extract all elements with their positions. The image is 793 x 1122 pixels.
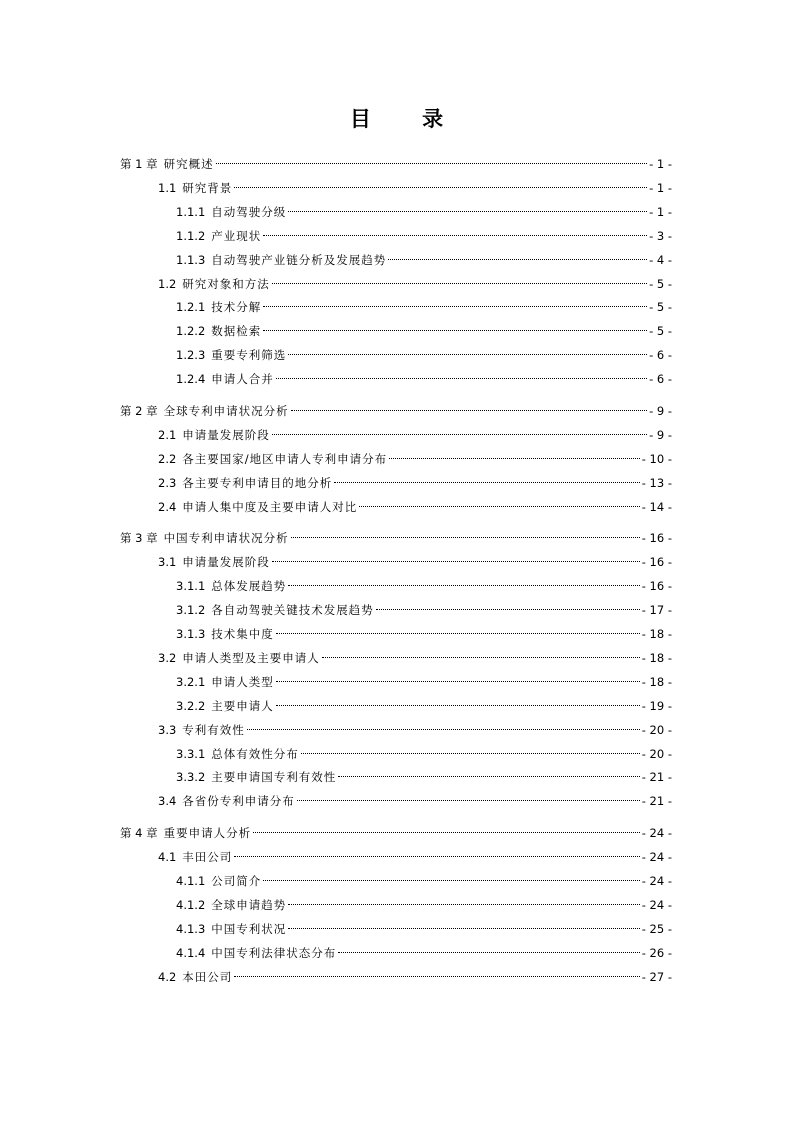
toc-page-number: - 24 - <box>641 850 672 864</box>
toc-dot-leader <box>253 819 640 837</box>
toc-dot-leader <box>338 939 639 957</box>
toc-entry-title: 研究背景 <box>182 181 233 195</box>
toc-dot-leader <box>247 716 640 734</box>
toc-subsection-entry[interactable] <box>176 596 672 617</box>
toc-dot-leader <box>216 150 647 168</box>
toc-page-number: - 21 - <box>641 770 672 784</box>
toc-dot-leader <box>263 317 647 335</box>
toc-page-number: - 5 - <box>649 324 672 338</box>
toc-page-number: - 24 - <box>641 874 672 888</box>
toc-entry-number: 第 4 章 <box>120 826 158 840</box>
toc-dot-leader <box>263 867 639 885</box>
toc-section-entry[interactable] <box>158 493 672 514</box>
toc-entry-number: 4.1.3 <box>176 922 206 936</box>
toc-entry-number: 1.2.3 <box>176 348 206 362</box>
toc-entry-title: 全球专利申请状况分析 <box>163 404 289 418</box>
toc-entry-number: 3.3.1 <box>176 747 206 761</box>
toc-subsection-entry[interactable] <box>176 891 672 912</box>
toc-entry-number: 2.2 <box>158 452 177 466</box>
toc-dot-leader <box>389 445 640 463</box>
toc-entry-number: 4.1.4 <box>176 946 206 960</box>
toc-dot-leader <box>272 421 647 439</box>
toc-entry-title: 公司简介 <box>211 874 262 888</box>
toc-dot-leader <box>288 198 647 216</box>
toc-section-entry[interactable] <box>158 469 672 490</box>
toc-entry-number: 3.2 <box>158 651 177 665</box>
toc-page-number: - 17 - <box>641 603 672 617</box>
toc-page-number: - 19 - <box>641 699 672 713</box>
toc-subsection-entry[interactable] <box>176 246 672 267</box>
toc-entry-number: 2.1 <box>158 428 177 442</box>
toc-entry-number: 3.2.2 <box>176 699 206 713</box>
toc-page-number: - 14 - <box>641 500 672 514</box>
toc-page-number: - 9 - <box>649 428 672 442</box>
toc-entry-number: 1.1.1 <box>176 205 206 219</box>
toc-subsection-entry[interactable] <box>176 198 672 219</box>
toc-page-number: - 13 - <box>641 476 672 490</box>
toc-entry-number: 1.1.3 <box>176 253 206 267</box>
toc-section-entry[interactable] <box>158 270 672 291</box>
toc-entry-number: 1.2 <box>158 277 177 291</box>
toc-entry-title: 申请人类型及主要申请人 <box>182 651 320 665</box>
toc-entry-title: 专利有效性 <box>182 723 245 737</box>
toc-entry-number: 1.2.2 <box>176 324 206 338</box>
toc-entry-number: 4.2 <box>158 970 177 984</box>
toc-entry-title: 申请量发展阶段 <box>182 428 270 442</box>
toc-page-number: - 18 - <box>641 651 672 665</box>
toc-entry-number: 1.1 <box>158 181 177 195</box>
toc-entry-number: 4.1 <box>158 850 177 864</box>
toc-entry-title: 本田公司 <box>182 970 233 984</box>
toc-entry-title: 重要申请人分析 <box>163 826 252 840</box>
page-title: 目 录 <box>349 107 466 131</box>
toc-entry-title: 数据检索 <box>211 324 262 338</box>
toc-entry-number: 第 3 章 <box>120 531 158 545</box>
toc-dot-leader <box>359 493 639 511</box>
toc-section-entry[interactable] <box>158 787 672 808</box>
toc-subsection-entry[interactable] <box>176 692 672 713</box>
toc-page-number: - 1 - <box>649 157 672 171</box>
toc-dot-leader <box>234 963 639 981</box>
toc-subsection-entry[interactable] <box>176 740 672 761</box>
toc-page-number: - 27 - <box>641 970 672 984</box>
toc-entry-title: 技术分解 <box>211 300 262 314</box>
toc-section-entry[interactable] <box>158 174 672 195</box>
toc-entry-number: 3.1.3 <box>176 627 206 641</box>
toc-page-number: - 18 - <box>641 627 672 641</box>
toc-dot-leader <box>288 891 639 909</box>
toc-dot-leader <box>288 572 639 590</box>
toc-entry-title: 丰田公司 <box>182 850 233 864</box>
toc-section-entry[interactable] <box>158 548 672 569</box>
toc-page-number: - 1 - <box>649 181 672 195</box>
toc-entry-title: 各主要专利申请目的地分析 <box>182 476 333 490</box>
toc-entry-title: 研究对象和方法 <box>182 277 270 291</box>
toc-subsection-entry[interactable] <box>176 867 672 888</box>
toc-entry-title: 全球申请趋势 <box>211 898 287 912</box>
toc-dot-leader <box>263 293 647 311</box>
toc-page-number: - 10 - <box>641 452 672 466</box>
toc-entry-number: 第 1 章 <box>120 157 158 171</box>
toc-dot-leader <box>334 469 639 487</box>
toc-dot-leader <box>276 620 640 638</box>
toc-page-number: - 4 - <box>649 253 672 267</box>
toc-subsection-entry[interactable] <box>176 939 672 960</box>
toc-page-number: - 16 - <box>641 555 672 569</box>
toc-entry-title: 技术集中度 <box>211 627 274 641</box>
toc-page-number: - 16 - <box>641 531 672 545</box>
toc-page-number: - 1 - <box>649 205 672 219</box>
toc-chapter-entry[interactable] <box>120 397 672 418</box>
toc-dot-leader <box>322 644 640 662</box>
toc-entry-number: 1.2.1 <box>176 300 206 314</box>
toc-subsection-entry[interactable] <box>176 668 672 689</box>
toc-section-entry[interactable] <box>158 963 672 984</box>
toc-dot-leader <box>272 548 640 566</box>
toc-chapter-entry[interactable] <box>120 150 672 171</box>
toc-entry-number: 3.4 <box>158 794 177 808</box>
toc-entry-number: 3.1.1 <box>176 579 206 593</box>
toc-dot-leader <box>388 246 647 264</box>
toc-entry-number: 3.1.2 <box>176 603 206 617</box>
toc-dot-leader <box>276 692 640 710</box>
toc-entry-title: 主要申请国专利有效性 <box>211 770 337 784</box>
toc-chapter-entry[interactable] <box>120 819 672 840</box>
toc-page-number: - 20 - <box>641 723 672 737</box>
toc-page-number: - 6 - <box>649 372 672 386</box>
toc-entry-number: 3.1 <box>158 555 177 569</box>
toc-entry-title: 研究概述 <box>163 157 214 171</box>
toc-section-entry[interactable] <box>158 716 672 737</box>
toc-entry-title: 中国专利法律状态分布 <box>211 946 337 960</box>
toc-dot-leader <box>301 740 640 758</box>
toc-page-number: - 9 - <box>649 404 672 418</box>
toc-section-entry[interactable] <box>158 644 672 665</box>
toc-page-number: - 6 - <box>649 348 672 362</box>
toc-entry-title: 申请量发展阶段 <box>182 555 270 569</box>
toc-entry-title: 申请人集中度及主要申请人对比 <box>182 500 358 514</box>
toc-page-number: - 26 - <box>641 946 672 960</box>
toc-subsection-entry[interactable] <box>176 915 672 936</box>
toc-page-number: - 5 - <box>649 300 672 314</box>
toc-entry-title: 重要专利筛选 <box>211 348 287 362</box>
toc-page-number: - 3 - <box>649 229 672 243</box>
toc-page-number: - 16 - <box>641 579 672 593</box>
toc-entry-title: 各省份专利申请分布 <box>182 794 295 808</box>
toc-entry-number: 2.4 <box>158 500 177 514</box>
toc-entry-number: 3.3.2 <box>176 770 206 784</box>
toc-dot-leader <box>297 787 640 805</box>
toc-dot-leader <box>338 763 639 781</box>
toc-subsection-entry[interactable] <box>176 317 672 338</box>
toc-dot-leader <box>272 270 647 288</box>
toc-page-number: - 25 - <box>641 922 672 936</box>
toc-dot-leader <box>276 365 647 383</box>
toc-subsection-entry[interactable] <box>176 293 672 314</box>
toc-page-number: - 24 - <box>641 826 672 840</box>
toc-section-entry[interactable] <box>158 421 672 442</box>
toc-dot-leader <box>234 174 647 192</box>
toc-page-number: - 5 - <box>649 277 672 291</box>
toc-page-number: - 21 - <box>641 794 672 808</box>
toc-dot-leader <box>288 341 647 359</box>
toc-entry-number: 3.2.1 <box>176 675 206 689</box>
toc-entry-title: 产业现状 <box>211 229 262 243</box>
toc-page-number: - 18 - <box>641 675 672 689</box>
toc-entry-title: 申请人类型 <box>211 675 274 689</box>
toc-entry-number: 3.3 <box>158 723 177 737</box>
toc-page-number: - 24 - <box>641 898 672 912</box>
toc-section-entry[interactable] <box>158 445 672 466</box>
toc-dot-leader <box>376 596 640 614</box>
toc-subsection-entry[interactable] <box>176 572 672 593</box>
toc-entry-number: 2.3 <box>158 476 177 490</box>
toc-entry-title: 中国专利状况 <box>211 922 287 936</box>
toc-entry-number: 1.2.4 <box>176 372 206 386</box>
toc-subsection-entry[interactable] <box>176 222 672 243</box>
toc-dot-leader <box>263 222 647 240</box>
toc-dot-leader <box>234 843 639 861</box>
toc-entry-number: 4.1.2 <box>176 898 206 912</box>
toc-entry-title: 总体有效性分布 <box>211 747 299 761</box>
toc-entry-number: 第 2 章 <box>120 404 158 418</box>
toc-entry-title: 各自动驾驶关键技术发展趋势 <box>211 603 374 617</box>
toc-entry-title: 自动驾驶产业链分析及发展趋势 <box>211 253 387 267</box>
toc-entry-number: 4.1.1 <box>176 874 206 888</box>
toc-subsection-entry[interactable] <box>176 620 672 641</box>
toc-entry-number: 1.1.2 <box>176 229 206 243</box>
toc-entry-title: 自动驾驶分级 <box>211 205 287 219</box>
toc-entry-title: 各主要国家/地区申请人专利申请分布 <box>182 452 388 466</box>
toc-entry-title: 中国专利申请状况分析 <box>163 531 289 545</box>
toc-chapter-entry[interactable] <box>120 524 672 545</box>
toc-subsection-entry[interactable] <box>176 365 672 386</box>
toc-entry-title: 总体发展趋势 <box>211 579 287 593</box>
toc-dot-leader <box>288 915 639 933</box>
toc-page-number: - 20 - <box>641 747 672 761</box>
toc-entry-title: 主要申请人 <box>211 699 274 713</box>
toc-entry-title: 申请人合并 <box>211 372 274 386</box>
toc-dot-leader <box>291 397 647 415</box>
toc-subsection-entry[interactable] <box>176 341 672 362</box>
toc-dot-leader <box>291 524 640 542</box>
toc-dot-leader <box>276 668 640 686</box>
toc-subsection-entry[interactable] <box>176 763 672 784</box>
toc-section-entry[interactable] <box>158 843 672 864</box>
